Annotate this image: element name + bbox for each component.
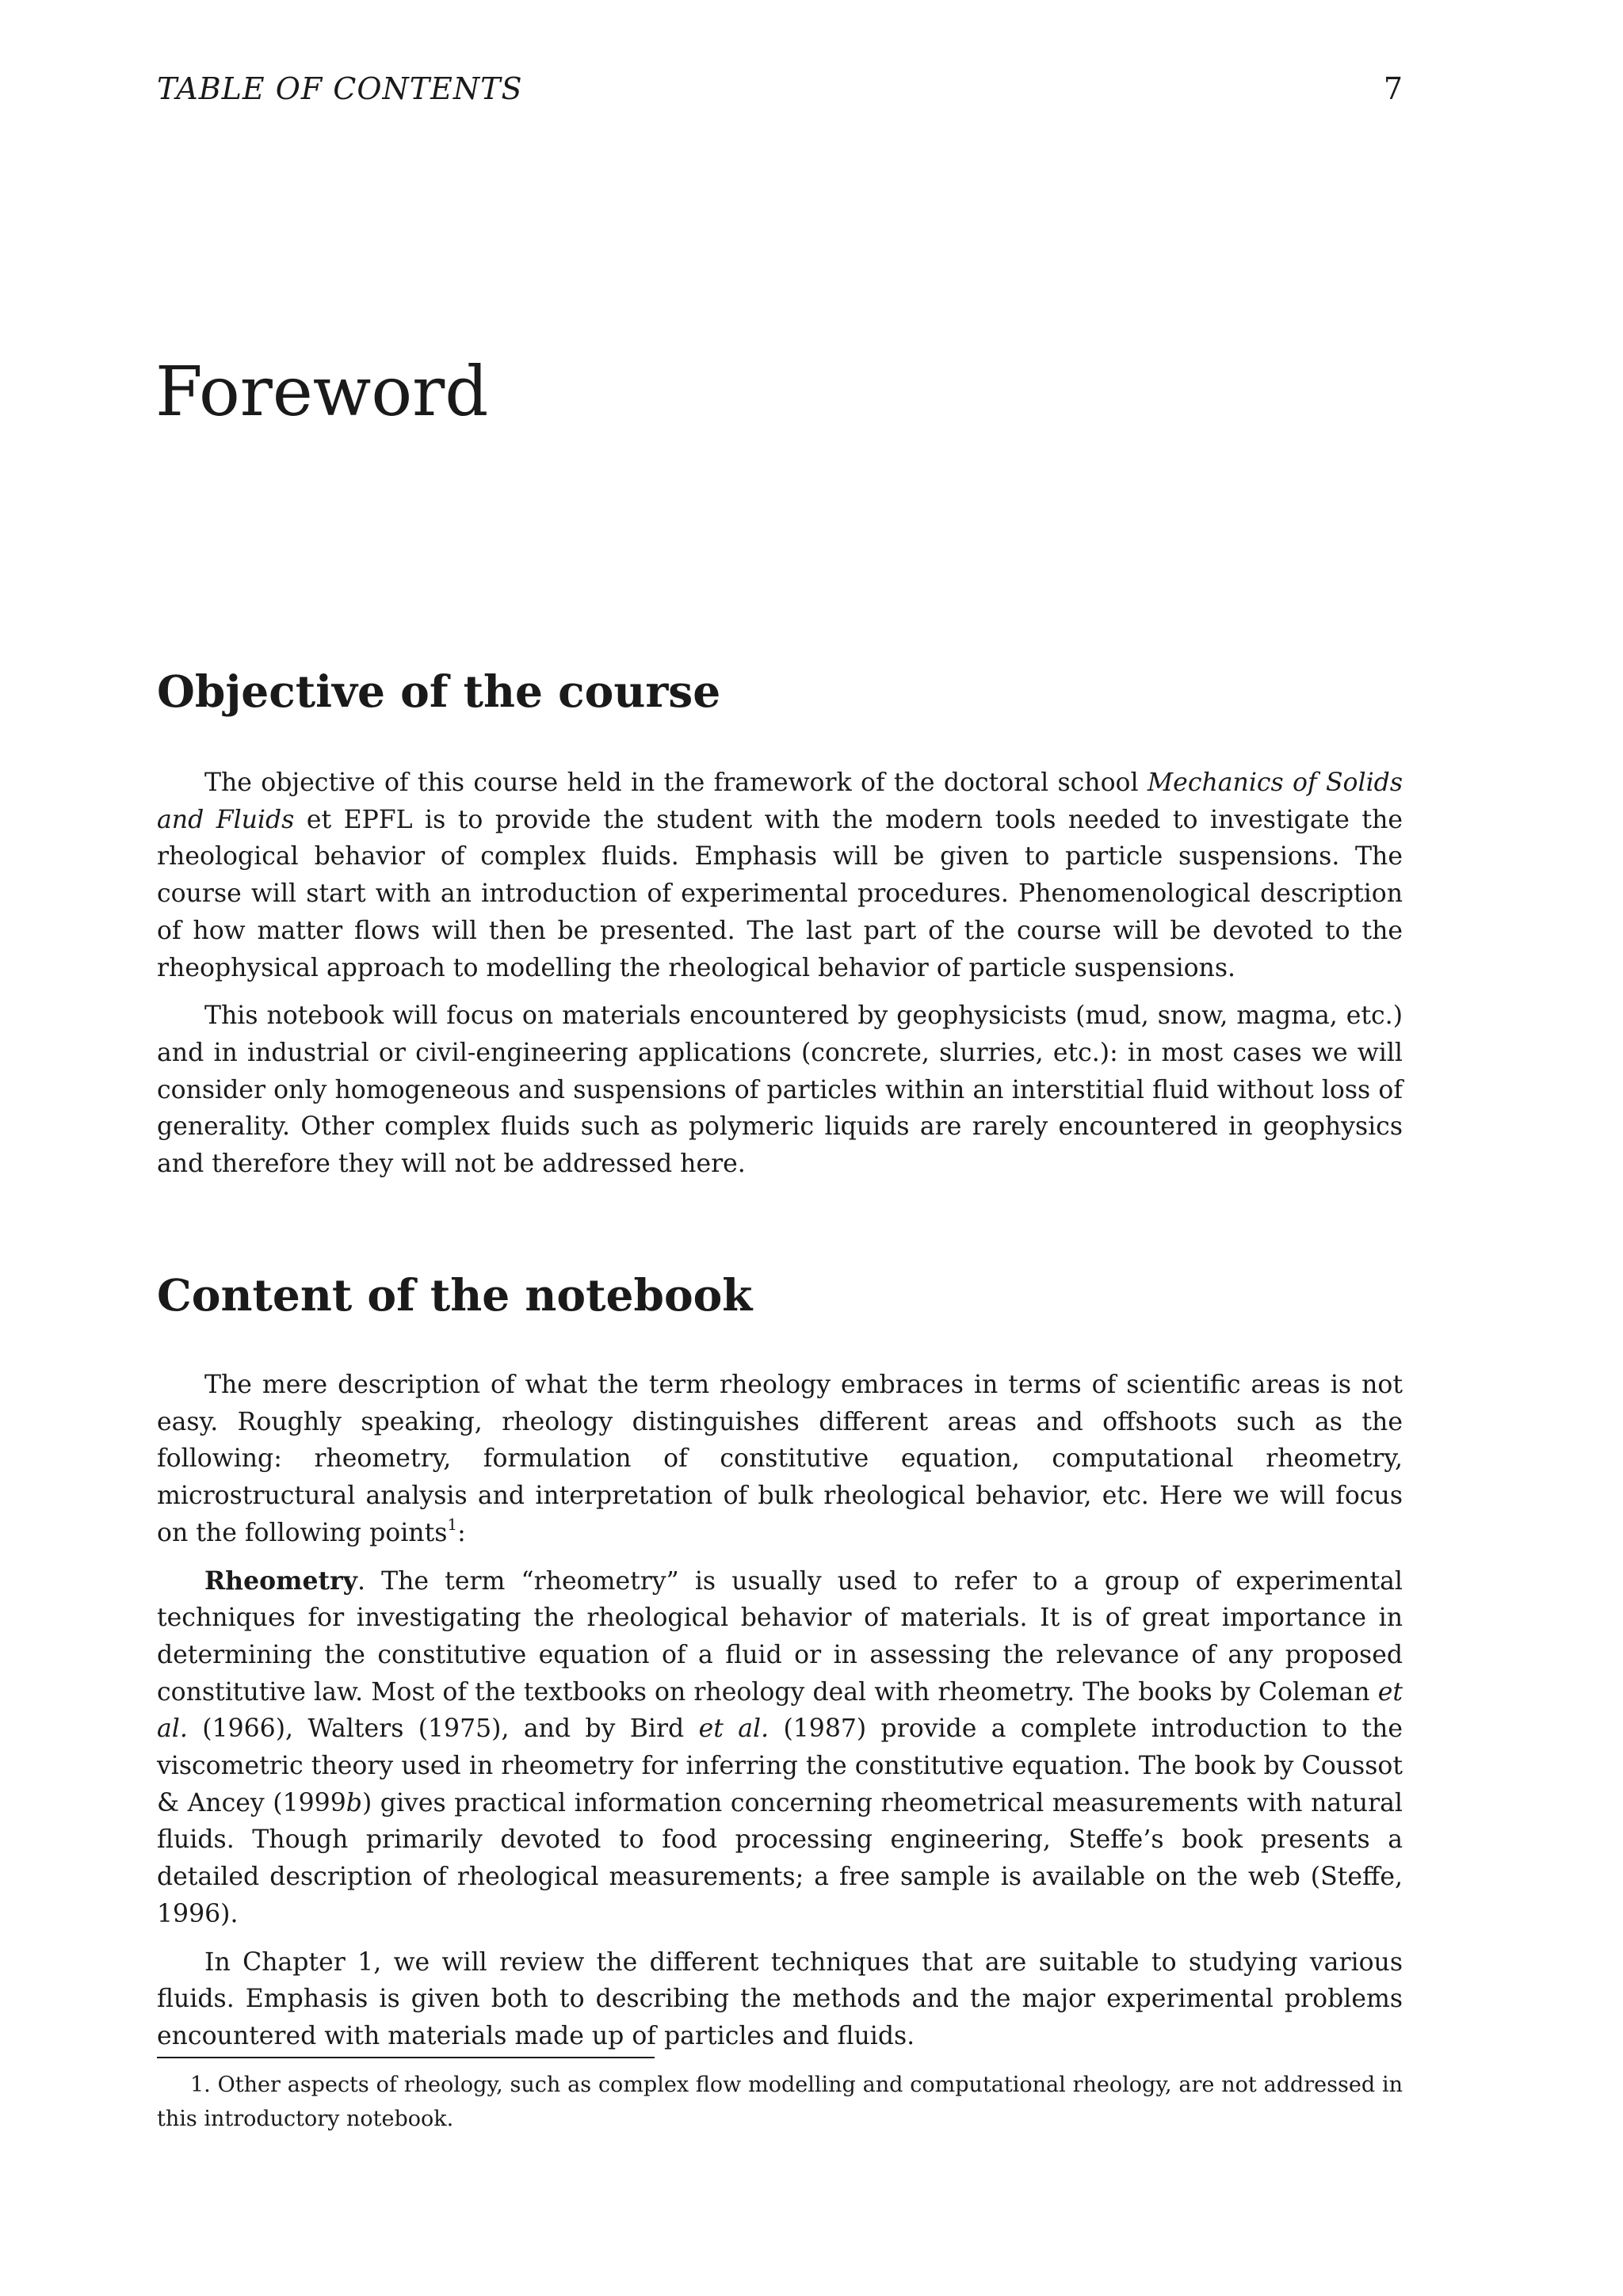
chapter-title: Foreword xyxy=(155,353,489,432)
italic-run: et al. xyxy=(157,1677,1403,1744)
running-header-title: TABLE OF CONTENTS xyxy=(157,71,523,106)
text-run: The objective of this course held in the framework of the doctoral school xyxy=(204,769,1148,797)
paragraph: In Chapter 1, we will review the different techniques that are suitable to studying various fluids. Emphasis is given both to describing the methods and the major experimental problems encountered with materials made up of particles and fluids. xyxy=(157,1947,1403,2050)
section-title-objective: Objective of the course xyxy=(157,666,721,717)
text-run: et EPFL is to provide the student with the modern tools needed to investigate the rheological behavior of complex fluids. Emphasis will be given to particle suspensions. The course will start with an introduction of experimental procedures. Phenomenological description of how matter flows will then be presented. The last part of the course will be devoted to the rheophysical approach to modelling the rheological behavior of particle suspensions. xyxy=(157,805,1403,982)
paragraph: This notebook will focus on materials encountered by geophysicists (mud, snow, magma, etc.) and in industrial or civil-engineering applications (concrete, slurries, etc.): in most cases we will consider only homogeneous and suspensions of particles within an interstitial fluid without loss of generality. Other complex fluids such as polymeric liquids are rarely encountered in geophysics and therefore they will not be addressed here. xyxy=(157,1001,1403,1179)
text-run: . The term “rheometry” is usually used to refer to a group of experimental techniques for investigating the rheological behavior of materials. It is of great importance in determining the constitutive equation of a fluid or in assessing the relevance of any proposed constitutive law. Most of the textbooks on rheology deal with rheometry. The books by Coleman xyxy=(157,1566,1403,1707)
text-run: ) gives practical information concerning rheometrical measurements with natural fluids. Though primarily devoted to food processing engineering, Steffe’s book presents a detailed description of rheological measurements; a free sample is available on the web (Steffe, 1996). xyxy=(157,1788,1403,1928)
text-run: The mere description of what the term rheology embraces in terms of scientific areas is not easy. Roughly speaking, rheology distinguishes different areas and offshoots such as the following: rheometry, formulation of constitutive equation, computational rheometry, microstructural analysis and interpretation of bulk rheological behavior, etc. Here we will focus on the following points xyxy=(157,1371,1403,1547)
section-title-content: Content of the notebook xyxy=(157,1269,753,1321)
paragraph xyxy=(157,1563,1403,1933)
bold-term: Rheometry xyxy=(204,1566,357,1596)
italic-run: b xyxy=(346,1788,362,1817)
italic-run: Mechanics of Solids and Fluids xyxy=(157,769,1403,834)
text-run: (1966), Walters (1975), and by Bird xyxy=(187,1714,699,1744)
section-body-objective xyxy=(157,765,1403,1194)
text-run: (1987) provide a complete introduction to the viscometric theory used in rheometry for inferring the constitutive equation. The book by Coussot & Ancey (1999 xyxy=(157,1714,1403,1817)
running-header xyxy=(157,71,1403,111)
footnote-divider xyxy=(157,2057,655,2058)
text-run: : xyxy=(457,1518,466,1547)
footnote-reference[interactable]: 1 xyxy=(447,1514,458,1534)
footnote: 1. Other aspects of rheology, such as complex flow modelling and computational rheology, are not addressed in this introductory notebook. xyxy=(157,2073,1403,2131)
page-number: 7 xyxy=(1383,71,1403,106)
italic-run: et al. xyxy=(698,1714,769,1744)
paragraph xyxy=(157,1367,1403,1552)
section-body-content xyxy=(157,1367,1403,2066)
paragraph xyxy=(157,765,1403,986)
